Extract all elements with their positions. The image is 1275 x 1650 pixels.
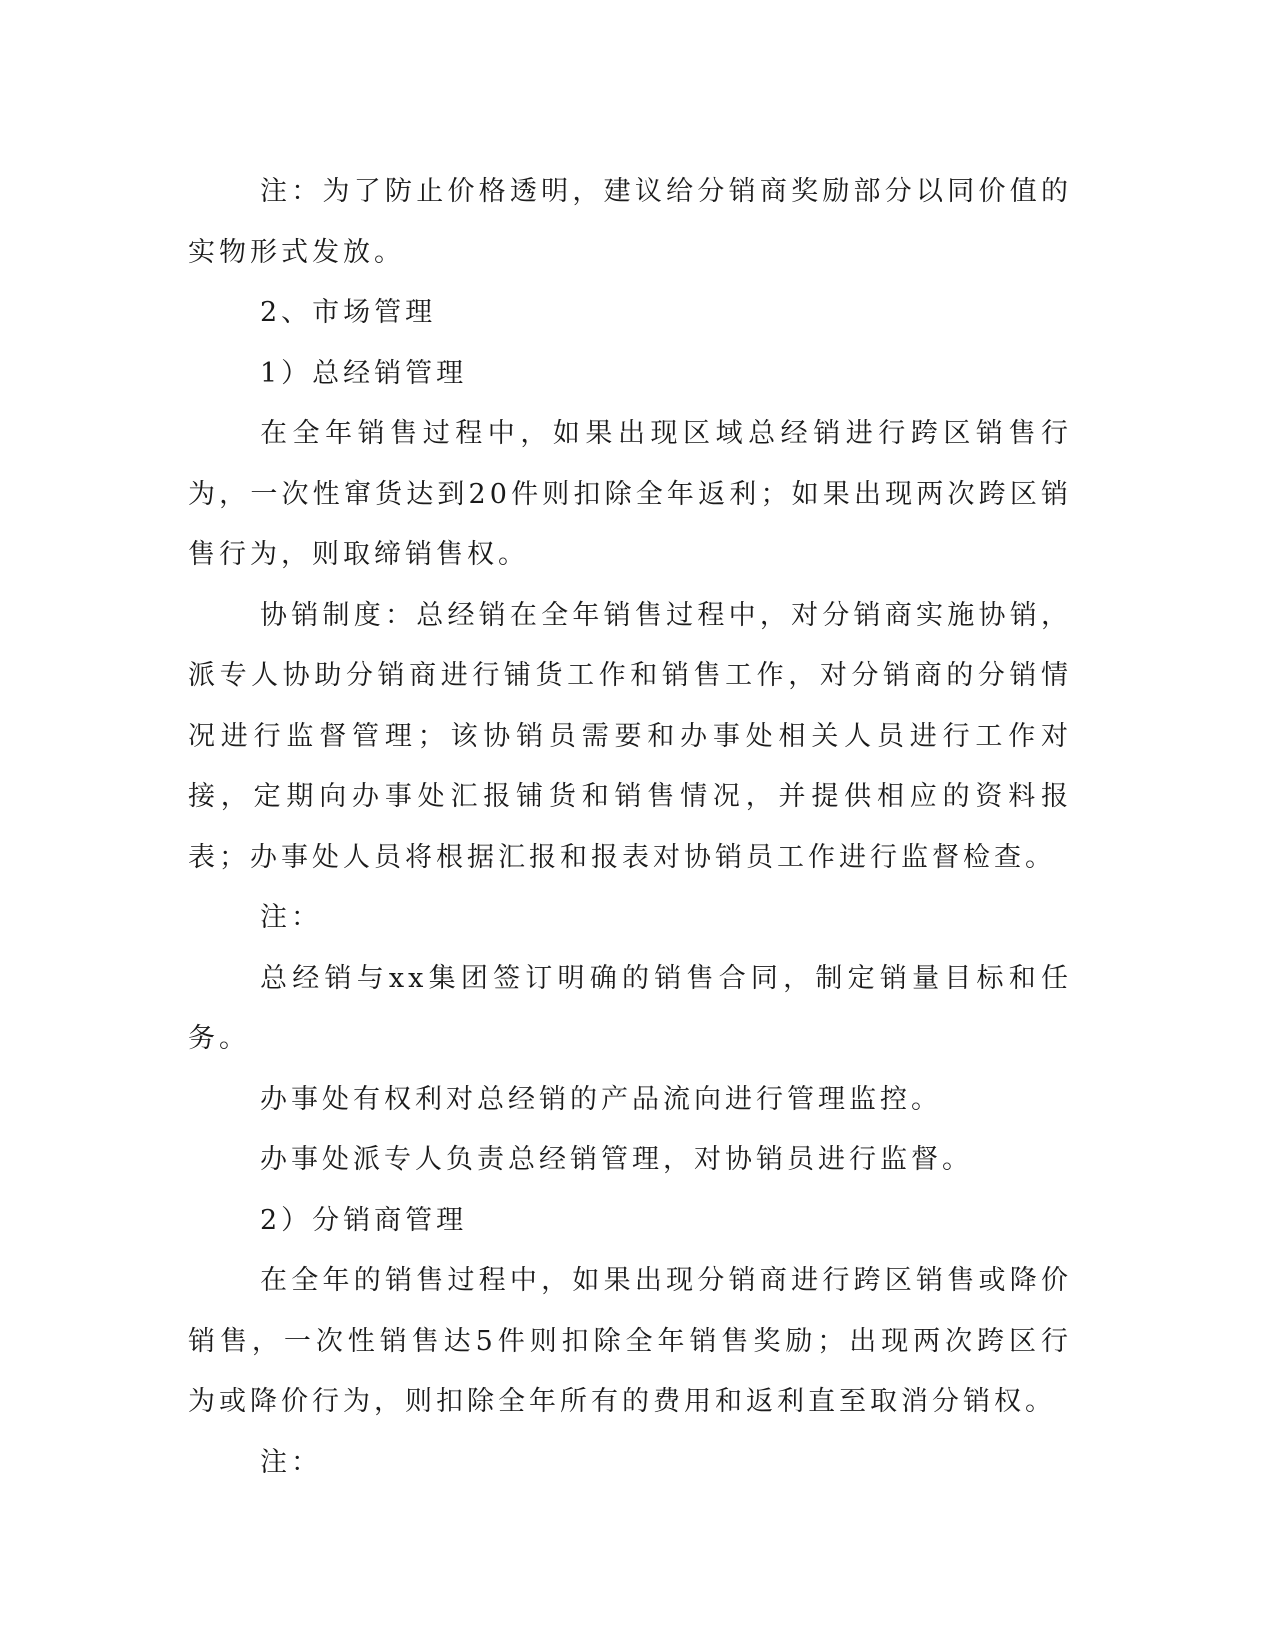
paragraph-cross-region-sales-rule: 在全年销售过程中，如果出现区域总经销进行跨区销售行为，一次性窜货达到20件则扣除全年返利；如果出现两次跨区销售行为，则取缔销售权。 [188,418,1072,570]
note-item-monitoring: 办事处有权利对总经销的产品流向进行管理监控。 [260,1083,942,1115]
paragraph-assisted-sales-system: 协销制度：总经销在全年销售过程中，对分销商实施协销，派专人协助分销商进行铺货工作和销售工作，对分销商的分销情况进行监督管理；该协销员需要和办事处相关人员进行工作对接，定期向办事处汇报铺货和销售情况，并提供相应的资料报表；办事处人员将根据汇报和报表对协销员工作进行监督检查。 [188,599,1072,873]
note-item-contract: 总经销与xx集团签订明确的销售合同，制定销量目标和任务。 [188,962,1072,1054]
document-body [188,162,1072,1493]
paragraph-sub-distributor-rule: 在全年的销售过程中，如果出现分销商进行跨区销售或降价销售，一次性销售达5件则扣除全年销售奖励；出现两次跨区行为或降价行为，则扣除全年所有的费用和返利直至取消分销权。 [188,1265,1072,1417]
heading-sub-distributor-management: 2）分销商管理 [260,1204,468,1236]
note-label-final: 注： [260,1446,322,1478]
paragraph-note-price-transparency: 注：为了防止价格透明，建议给分销商奖励部分以同价值的实物形式发放。 [188,176,1072,268]
heading-market-management: 2、市场管理 [260,297,437,328]
heading-general-distributor-management: 1）总经销管理 [260,357,468,389]
note-item-supervision: 办事处派专人负责总经销管理，对协销员进行监督。 [260,1144,973,1175]
note-label: 注： [260,902,322,933]
